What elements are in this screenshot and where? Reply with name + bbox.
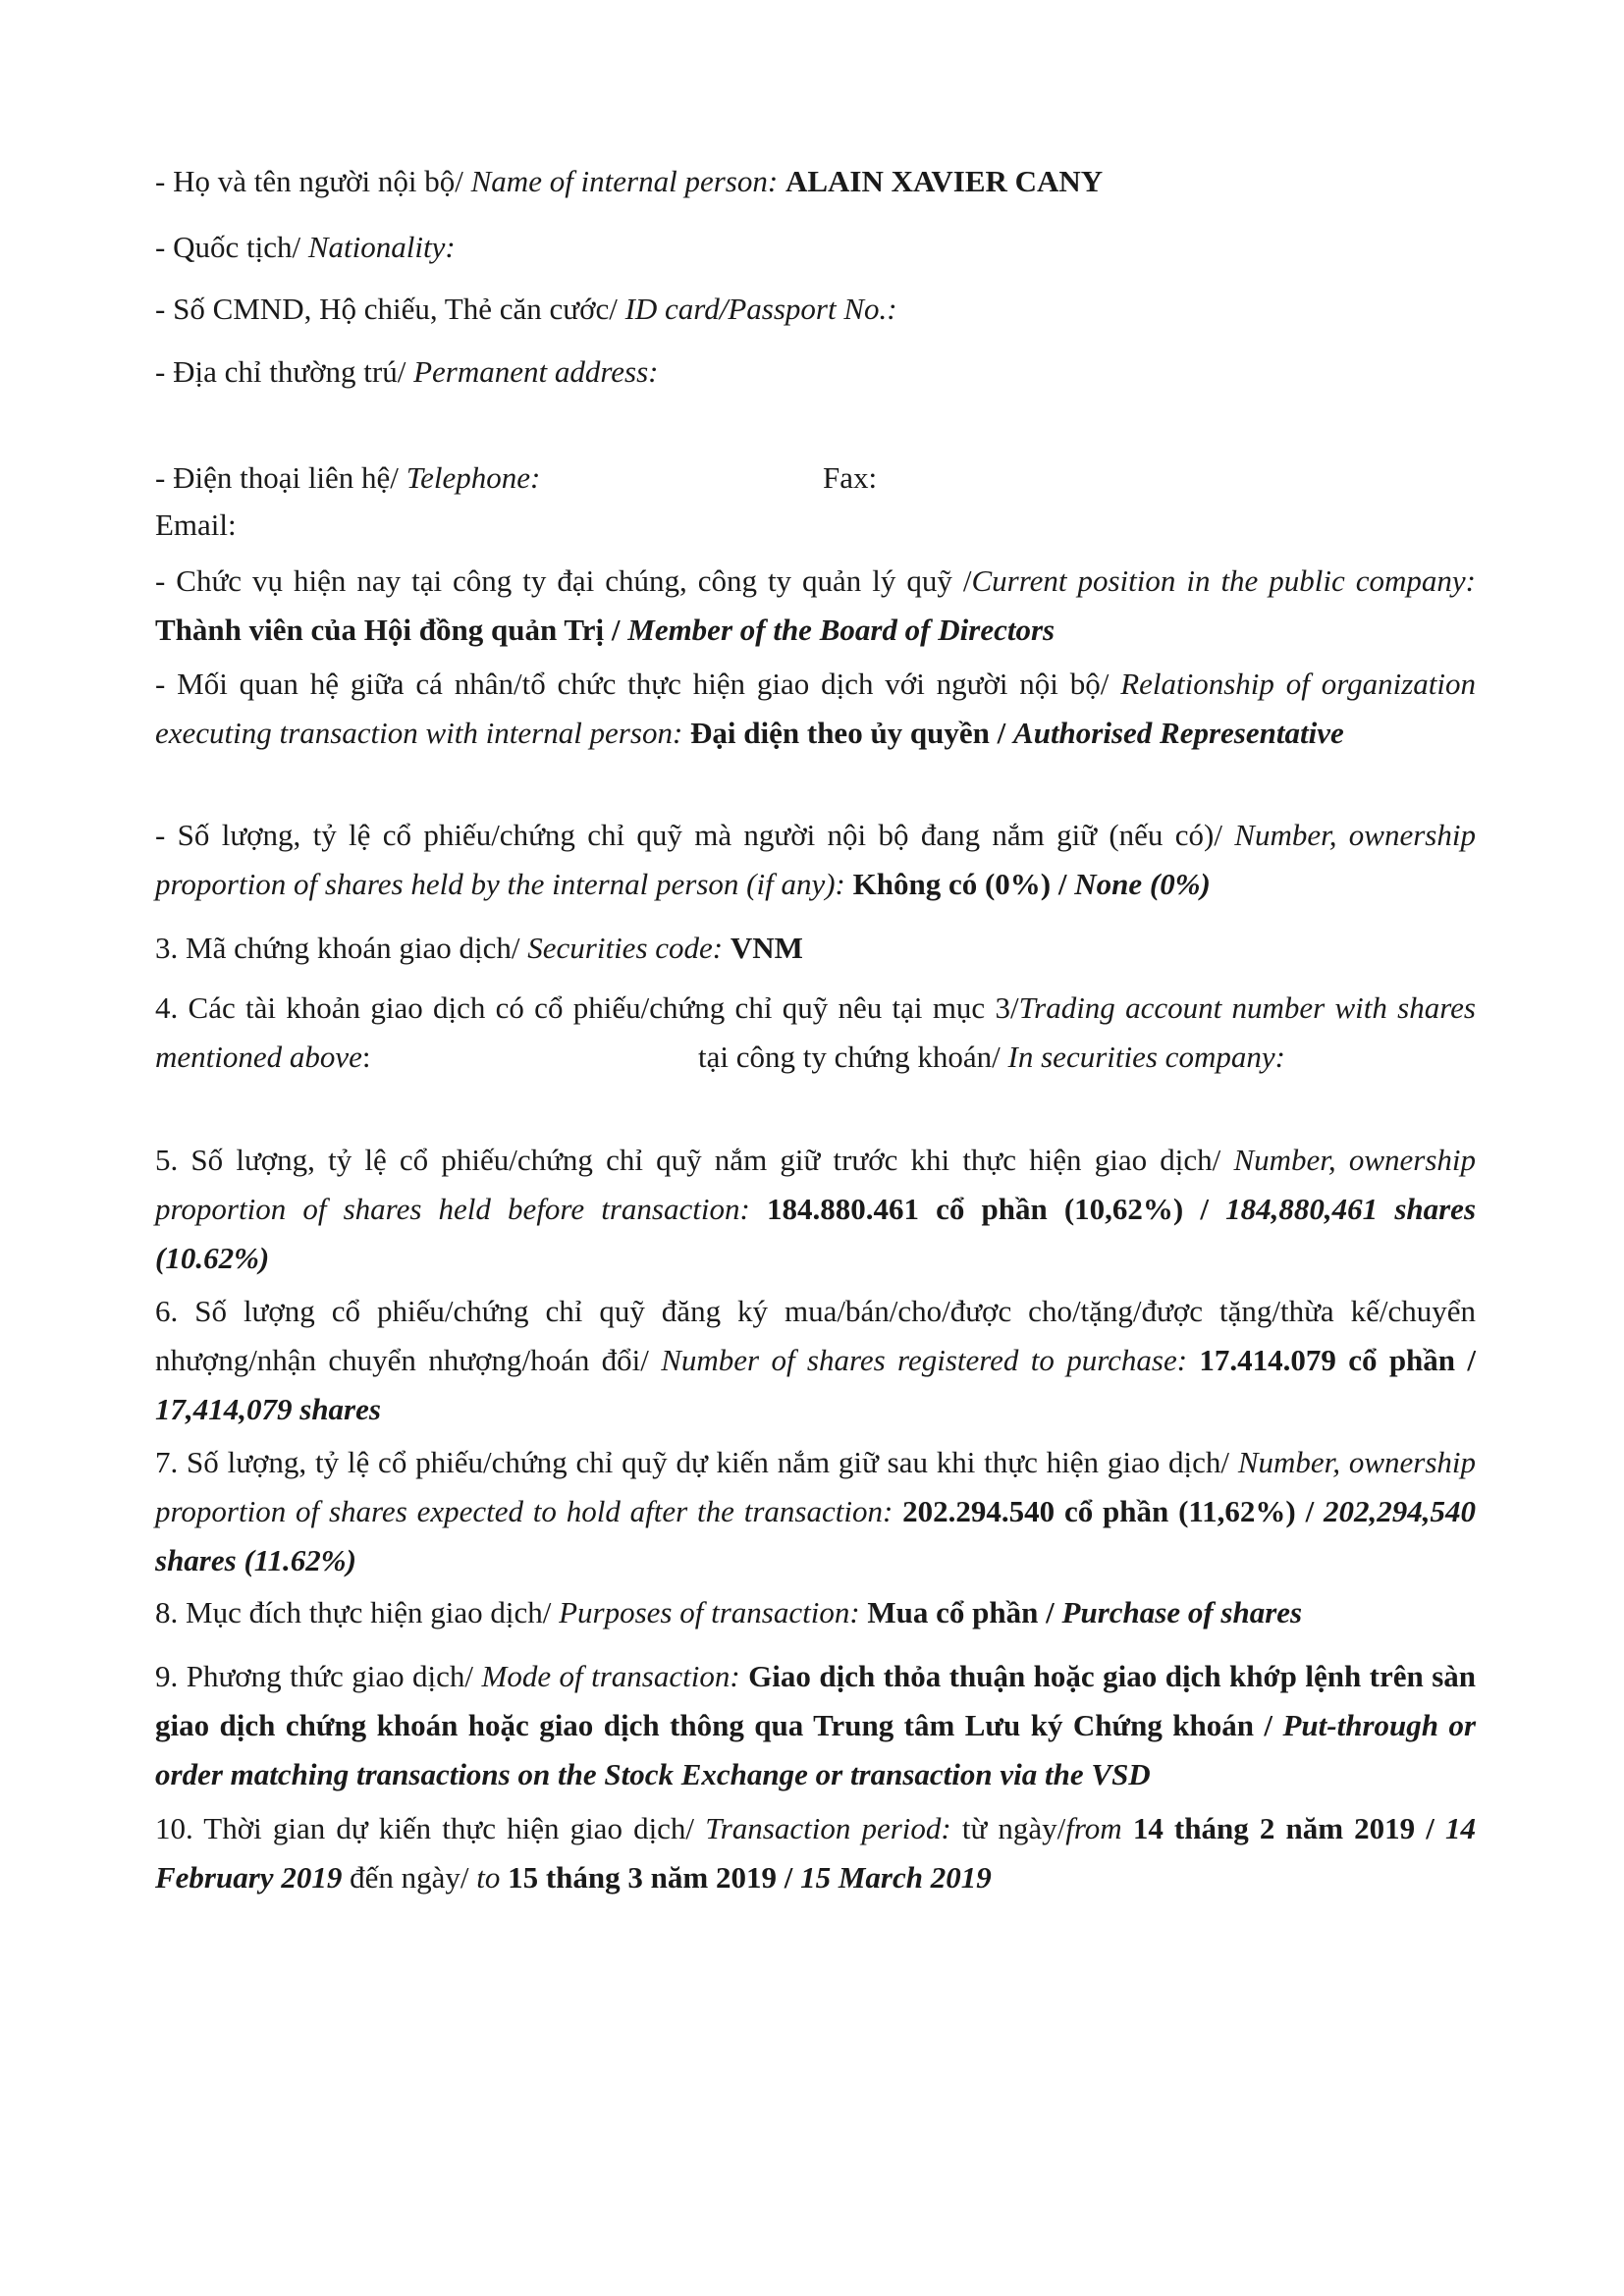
s10-label-en: Transaction period:	[705, 1811, 951, 1845]
s10-from-vi: từ ngày/	[961, 1811, 1066, 1845]
s9-label-en: Mode of transaction:	[481, 1659, 740, 1693]
holding-label-vi: - Số lượng, tỷ lệ cổ phiếu/chứng chỉ quỹ mà người nội bộ đang nắm giữ (nếu có)/	[155, 818, 1222, 852]
s10-from-en: from	[1065, 1811, 1122, 1845]
holding-value-en: None (0%)	[1074, 867, 1211, 901]
section-5-before-transaction	[155, 1136, 1476, 1283]
s8-value-en: Purchase of shares	[1061, 1595, 1303, 1629]
s5-value-en: 184,880,461 shares (10.62%)	[155, 1192, 1477, 1275]
s4-label-en: Trading account number with shares mentioned above	[155, 990, 1476, 1074]
s8-label-en: Purposes of transaction:	[559, 1595, 860, 1629]
address-line	[155, 347, 1476, 397]
relationship-label-en: Relationship of organization executing transaction with internal person:	[155, 667, 1477, 750]
position-label-en: Current position in the public company:	[971, 563, 1476, 598]
position-paragraph	[155, 557, 1476, 655]
id-label-vi: - Số CMND, Hộ chiếu, Thẻ căn cước/	[155, 292, 618, 326]
s10-from-date-vi: 14 tháng 2 năm 2019 /	[1132, 1811, 1435, 1845]
relationship-value-en: Authorised Representative	[1013, 716, 1344, 750]
id-line	[155, 285, 1476, 334]
email-line	[155, 501, 1476, 550]
s3-value: VNM	[730, 931, 803, 965]
s7-label-en: Number, ownership proportion of shares expected to hold after the transaction:	[155, 1445, 1476, 1528]
s9-value-en: Put-through or order matching transactions on the Stock Exchange or transaction via the VSD	[155, 1708, 1477, 1791]
fax-label: Fax:	[823, 460, 878, 495]
address-label-vi: - Địa chỉ thường trú/	[155, 354, 406, 389]
s10-to-en: to	[476, 1860, 501, 1895]
name-line	[155, 157, 1476, 206]
holding-paragraph	[155, 811, 1476, 909]
s8-value-vi: Mua cổ phần /	[867, 1595, 1055, 1629]
nationality-label-en: Nationality:	[307, 230, 456, 264]
section-6-registered-shares	[155, 1287, 1476, 1434]
name-value: ALAIN XAVIER CANY	[785, 164, 1104, 198]
s9-value-vi: Giao dịch thỏa thuận hoặc giao dịch khớp lệnh trên sàn giao dịch chứng khoán hoặc giao dịch thông qua Trung tâm Lưu ký Chứng khoán /	[155, 1659, 1477, 1742]
position-value-vi: Thành viên của Hội đồng quản Trị /	[155, 613, 621, 647]
s7-value-en: 202,294,540 shares (11.62%)	[155, 1494, 1477, 1577]
s7-value-vi: 202.294.540 cổ phần (11,62%) /	[902, 1494, 1315, 1528]
s10-label-vi: 10. Thời gian dự kiến thực hiện giao dịch/	[155, 1811, 695, 1845]
holding-value-vi: Không có (0%) /	[852, 867, 1067, 901]
section-3-securities-code	[155, 924, 1476, 973]
email-label: Email:	[155, 507, 237, 542]
section-7-after-transaction	[155, 1438, 1476, 1585]
id-label-en: ID card/Passport No.:	[624, 292, 897, 326]
name-label-en: Name of internal person:	[470, 164, 779, 198]
s6-label-vi: 6. Số lượng cổ phiếu/chứng chỉ quỹ đăng ký mua/bán/cho/được cho/tặng/được tặng/thừa kế/chuyển nhượng/nhận chuyển nhượng/hoán đổi/	[155, 1294, 1476, 1377]
telephone-label-vi: - Điện thoại liên hệ/	[155, 460, 399, 495]
s10-to-date-vi: 15 tháng 3 năm 2019 /	[508, 1860, 793, 1895]
section-8-purpose	[155, 1588, 1476, 1637]
s6-value-vi: 17.414.079 cổ phần /	[1199, 1343, 1476, 1377]
s4-colon: :	[361, 1040, 371, 1074]
s6-label-en: Number of shares registered to purchase:	[661, 1343, 1188, 1377]
telephone-label-en: Telephone:	[406, 460, 541, 495]
s4-label-vi: 4. Các tài khoản giao dịch có cổ phiếu/chứng chỉ quỹ nêu tại mục 3/	[155, 990, 1019, 1025]
address-label-en: Permanent address:	[413, 354, 659, 389]
s5-label-en: Number, ownership proportion of shares held before transaction:	[155, 1143, 1476, 1226]
s9-label-vi: 9. Phương thức giao dịch/	[155, 1659, 474, 1693]
s4-company-vi: tại công ty chứng khoán/	[698, 1040, 1001, 1074]
s4-company	[698, 1033, 1285, 1082]
s10-to-date-en: 15 March 2019	[800, 1860, 992, 1895]
relationship-paragraph	[155, 660, 1476, 758]
telephone-line	[155, 454, 1476, 503]
s7-label-vi: 7. Số lượng, tỷ lệ cổ phiếu/chứng chỉ quỹ dự kiến nắm giữ sau khi thực hiện giao dịch/	[155, 1445, 1229, 1479]
section-10-period	[155, 1804, 1476, 1902]
s6-value-en: 17,414,079 shares	[155, 1392, 381, 1426]
s3-label-en: Securities code:	[527, 931, 724, 965]
relationship-label-vi: - Mối quan hệ giữa cá nhân/tổ chức thực hiện giao dịch với người nội bộ/	[155, 667, 1110, 701]
name-label-vi: - Họ và tên người nội bộ/	[155, 164, 463, 198]
s10-from-date-en: 14 February 2019	[155, 1811, 1477, 1895]
position-label-vi: - Chức vụ hiện nay tại công ty đại chúng, công ty quản lý quỹ /	[155, 563, 972, 598]
s3-label-vi: 3. Mã chứng khoán giao dịch/	[155, 931, 520, 965]
s5-value-vi: 184.880.461 cổ phần (10,62%) /	[766, 1192, 1210, 1226]
position-value-en: Member of the Board of Directors	[627, 613, 1056, 647]
nationality-line	[155, 223, 1476, 272]
nationality-label-vi: - Quốc tịch/	[155, 230, 301, 264]
section-9-mode	[155, 1652, 1476, 1799]
s4-company-en: In securities company:	[1007, 1040, 1285, 1074]
s8-label-vi: 8. Mục đích thực hiện giao dịch/	[155, 1595, 552, 1629]
s10-to-vi: đến ngày/	[350, 1860, 469, 1895]
relationship-value-vi: Đại diện theo ủy quyền /	[690, 716, 1006, 750]
s5-label-vi: 5. Số lượng, tỷ lệ cổ phiếu/chứng chỉ quỹ nắm giữ trước khi thực hiện giao dịch/	[155, 1143, 1221, 1177]
holding-label-en: Number, ownership proportion of shares held by the internal person (if any):	[155, 818, 1476, 901]
